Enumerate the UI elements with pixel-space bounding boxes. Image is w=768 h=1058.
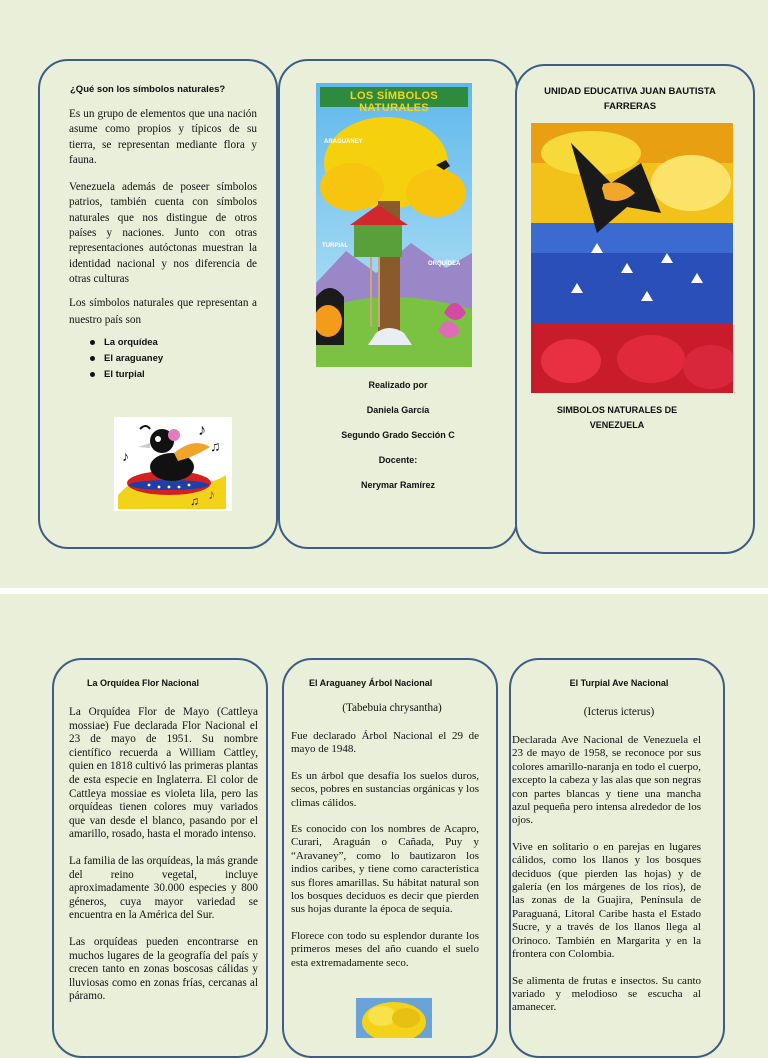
- turpial-flag-image: [531, 123, 733, 393]
- araguaney-tree-image: [356, 998, 432, 1038]
- cover-panel: [278, 59, 518, 549]
- list-item: El araguaney: [70, 353, 163, 369]
- intro-heading: ¿Qué son los símbolos naturales?: [70, 84, 226, 95]
- turpial-heading: El Turpial Ave Nacional: [569, 678, 669, 688]
- intro-paragraph-1: Es un grupo de elementos que una nación asume como propios y típicos de su tierra, se representan mediante flora y fauna.: [69, 108, 257, 166]
- svg-text:♪: ♪: [208, 488, 215, 503]
- grade-section: Segundo Grado Sección C: [341, 430, 455, 440]
- svg-text:♫: ♫: [210, 440, 221, 455]
- araguaney-paragraph-4: Florece con todo su esplendor durante los primeros meses del año cuando el suelo esta extremadamente seco.: [291, 929, 479, 969]
- teacher-name: Nerymar Ramírez: [360, 480, 436, 490]
- cover-title: LOS SÍMBOLOS NATURALES: [350, 90, 438, 114]
- turpial-paragraph-3: Se alimenta de frutas e insectos. Su canto variado y melodioso se escucha al amanecer.: [512, 974, 701, 1014]
- orchid-paragraph-1: La Orquídea Flor de Mayo (Cattleya mossiae) Fue declarada Flor Nacional el 23 de mayo de 1951. Su nombre científico recuerda a William Cattley, quien en 1818 cultivó las primeras plantas de esta especie en Inglaterra. El color de Cattleya mossiae es violeta lila, pero las orquídeas tienen colores muy variados que van desde el blanco, pasando por el amarillo, rosado, hasta el morado intenso.: [69, 706, 258, 841]
- turpial-paragraph-2: Vive en solitario o en parejas en lugares cálidos, como los llanos y los bosques deciduos (que pierden las hojas) y de galería (en los márgenes de los ríos), de las zonas de la Guajira, Península de Paraguaná, Litoral Caribe hasta el Estado Sucre, y a través de los llanos llega al Orinoco. También en Margarita y en la frontera con Colombia.: [512, 840, 701, 961]
- turpial-scientific-name: (Icterus icterus): [583, 706, 655, 718]
- svg-text:♪: ♪: [122, 450, 129, 465]
- intro-panel: [38, 59, 278, 549]
- araguaney-paragraph-3: Es conocido con los nombres de Acapro, Curari, Araguán o Cañada, Puy y “Aravaney”, como lo bautizaron los indios caribes, y tiene como característica sus flores amarillas. Su hábitat natural son los bosques deciduos es decir que pierden sus hojas durante la época de sequía.: [291, 823, 479, 916]
- brochure-inner-side: [0, 594, 768, 1024]
- cover-label-turpial: TURPIAL: [322, 243, 348, 249]
- araguaney-panel: [282, 658, 498, 1058]
- list-item: La orquídea: [70, 337, 163, 353]
- cover-label-araguaney: ARAGUANEY: [324, 139, 363, 145]
- turpial-paragraph-1: Declarada Ave Nacional de Venezuela el 23 de mayo de 1958, se reconoce por sus colores amarillo-naranja en todo el cuerpo, excepto la cabeza y las alas que son negras con partes blancas y tiene una mancha azul pequeña pero intensa alrededor de los ojos.: [512, 734, 701, 827]
- cover-label-orquidea: ORQUÍDEA: [428, 261, 461, 267]
- symbols-list: [70, 337, 163, 385]
- cover-illustration: [316, 83, 472, 367]
- araguaney-scientific-name: (Tabebuia chrysantha): [342, 702, 442, 714]
- svg-text:♪: ♪: [198, 422, 206, 439]
- made-by-label: Realizado por: [368, 380, 428, 390]
- orchid-paragraph-2: La familia de las orquídeas, la más grande del reino vegetal, incluye aproximadamente 30.000 especies y 800 géneros, cuya mayor variedad se encuentra en la América del Sur.: [69, 854, 258, 922]
- araguaney-paragraph-2: Es un árbol que desafía los suelos duros, secos, pobres en sustancias orgánicas y los climas cálidos.: [291, 769, 479, 809]
- list-item: El turpial: [70, 369, 163, 385]
- svg-text:♫: ♫: [190, 494, 199, 508]
- intro-paragraph-2: Venezuela además de poseer símbolos patrios, también cuenta con símbolos naturales que nos distingue de otros países y naciones. Junto con otras representaciones autóctonas muestran la identidad nacional y nos diferencia de otras culturas: [69, 181, 257, 285]
- araguaney-paragraph-1: Fue declarado Árbol Nacional el 29 de mayo de 1948.: [291, 730, 479, 756]
- brochure-subtitle: SIMBOLOS NATURALES DE VENEZUELA: [556, 405, 678, 430]
- school-panel: [515, 64, 755, 554]
- intro-paragraph-3: Los símbolos naturales que representan a nuestro país son: [69, 297, 257, 327]
- author-name: Daniela García: [366, 405, 430, 415]
- orchid-paragraph-3: Las orquídeas pueden encontrarse en muchos lugares de la geografía del país y crecen tanto en zonas boscosas cálidas y lluviosas como en zonas frías, cercanas al páramo.: [69, 935, 258, 1003]
- turpial-panel: [509, 658, 725, 1058]
- school-name: UNIDAD EDUCATIVA JUAN BAUTISTA FARRERAS: [544, 86, 716, 112]
- araguaney-heading: El Araguaney Árbol Nacional: [309, 678, 433, 688]
- teacher-label: Docente:: [378, 455, 418, 465]
- orchid-heading: La Orquídea Flor Nacional: [87, 678, 200, 688]
- turpial-cartoon-image: [114, 417, 232, 511]
- orchid-panel: [52, 658, 268, 1058]
